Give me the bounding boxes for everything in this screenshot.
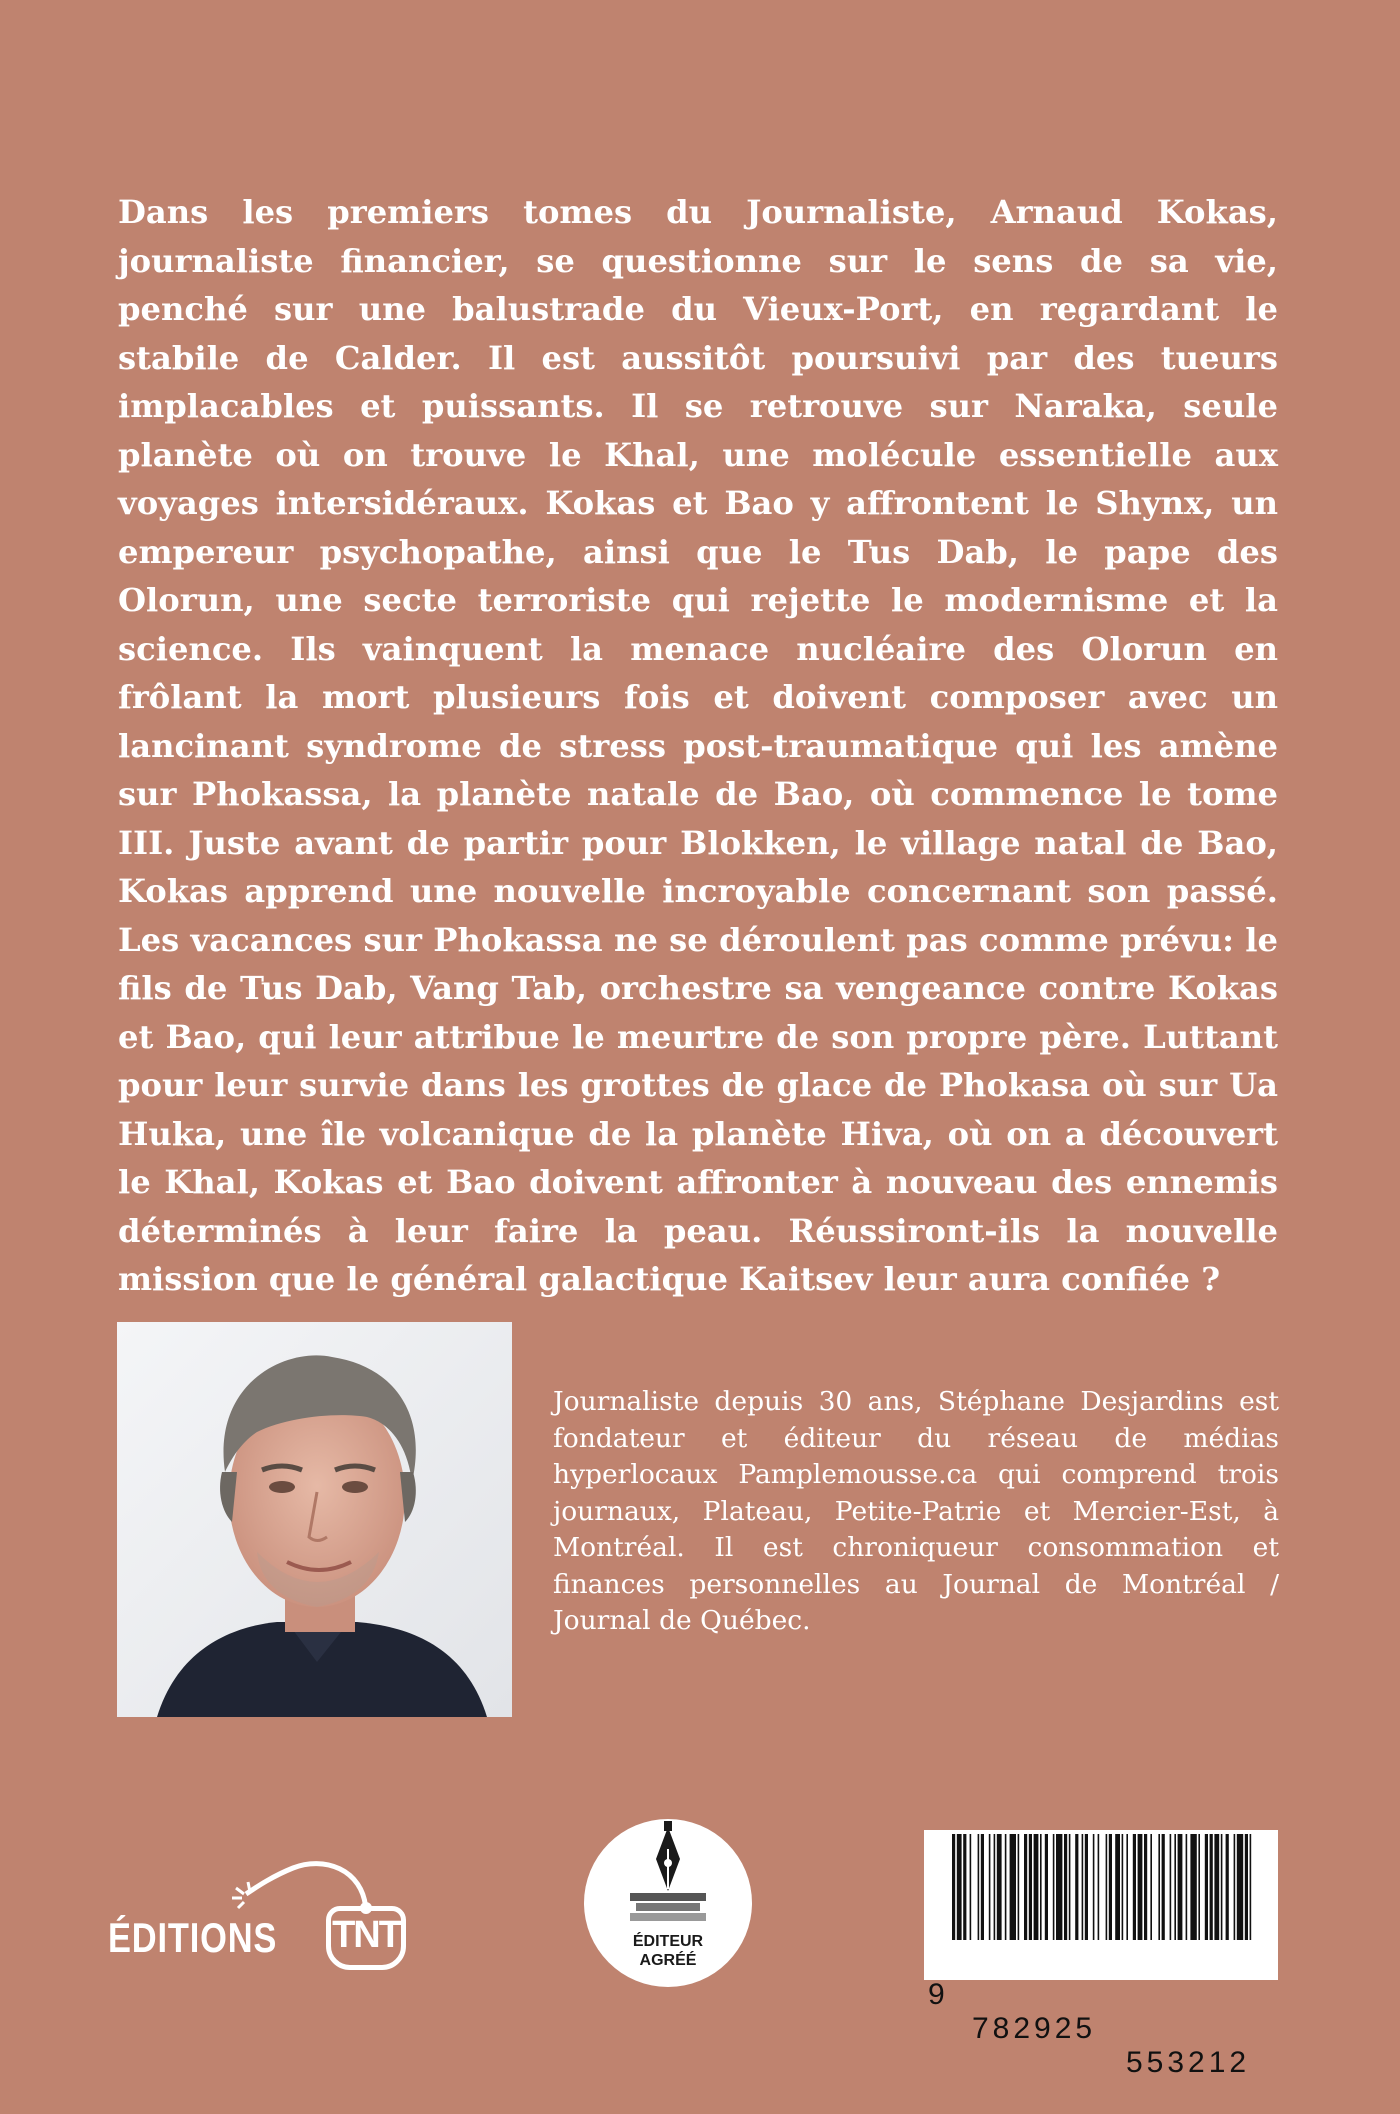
publisher-wordmark: ÉDITIONS [108, 1914, 278, 1961]
author-bio: Journaliste depuis 30 ans, Stéphane Desjardins est fondateur et éditeur du réseau de médias hyperlocaux Pamplemousse.ca qui comprend trois journaux, Plateau, Petite-Patrie et Mercier-Est, à Montréal. Il est chroniqueur consommation et finances personnelles au Journal de Montréal / Journal de Québec. [553, 1386, 1279, 1636]
isbn-barcode [924, 1830, 1278, 2079]
synopsis-text: Dans les premiers tomes du Journaliste, Arnaud Kokas, journaliste financier, se questionne sur le sens de sa vie, penché sur une balustrade du Vieux-Port, en regardant le stabile de Calder. Il est aussitôt poursuivi par des tueurs implacables et puissants. Il se retrouve sur Naraka, seule planète où on trouve le Khal, une molécule essentielle aux voyages intersidéraux. Kokas et Bao y affrontent le Shynx, un empereur psychopathe, ainsi que le Tus Dab, le pape des Olorun, une secte terroriste qui rejette le modernisme et la science. Ils vainquent la menace nucléaire des Olorun en frôlant la mort plusieurs fois et doivent composer avec un lancinant syndrome de stress post-traumatique qui les amène sur Phokassa, la planète natale de Bao, où commence le tome III. Juste avant de partir pour Blokken, le village natal de Bao, Kokas apprend une nouvelle incroyable concernant son passé. Les vacances sur Phokassa ne se déroulent pas comme prévu: le fils de Tus Dab, Vang Tab, orchestre sa vengeance contre Kokas et Bao, qui leur attribue le meurtre de son propre père. Luttant pour leur survie dans les grottes de glace de Phokasa où sur Ua Huka, une île volcanique de la planète Hiva, où on a découvert le Khal, Kokas et Bao doivent affronter à nouveau des ennemis déterminés à leur faire la peau. Réussiront-ils la nouvelle mission que le général galactique Kaitsev leur aura confiée ? [118, 193, 1278, 1298]
publisher-logo [108, 1848, 418, 1968]
author-photo [117, 1322, 512, 1717]
barcode-digits-right: 553212 [1126, 2046, 1251, 2079]
accredited-publisher-badge [584, 1819, 752, 1987]
barcode-digits-left: 782925 [972, 2012, 1097, 2045]
publisher-mark: TNT [332, 1914, 400, 1956]
badge-line-1: ÉDITEUR [632, 1933, 704, 1950]
barcode-lead-digit: 9 [928, 1978, 945, 2011]
barcode-bars [924, 1830, 1278, 1942]
badge-line-2: AGRÉÉ [639, 1952, 697, 1969]
